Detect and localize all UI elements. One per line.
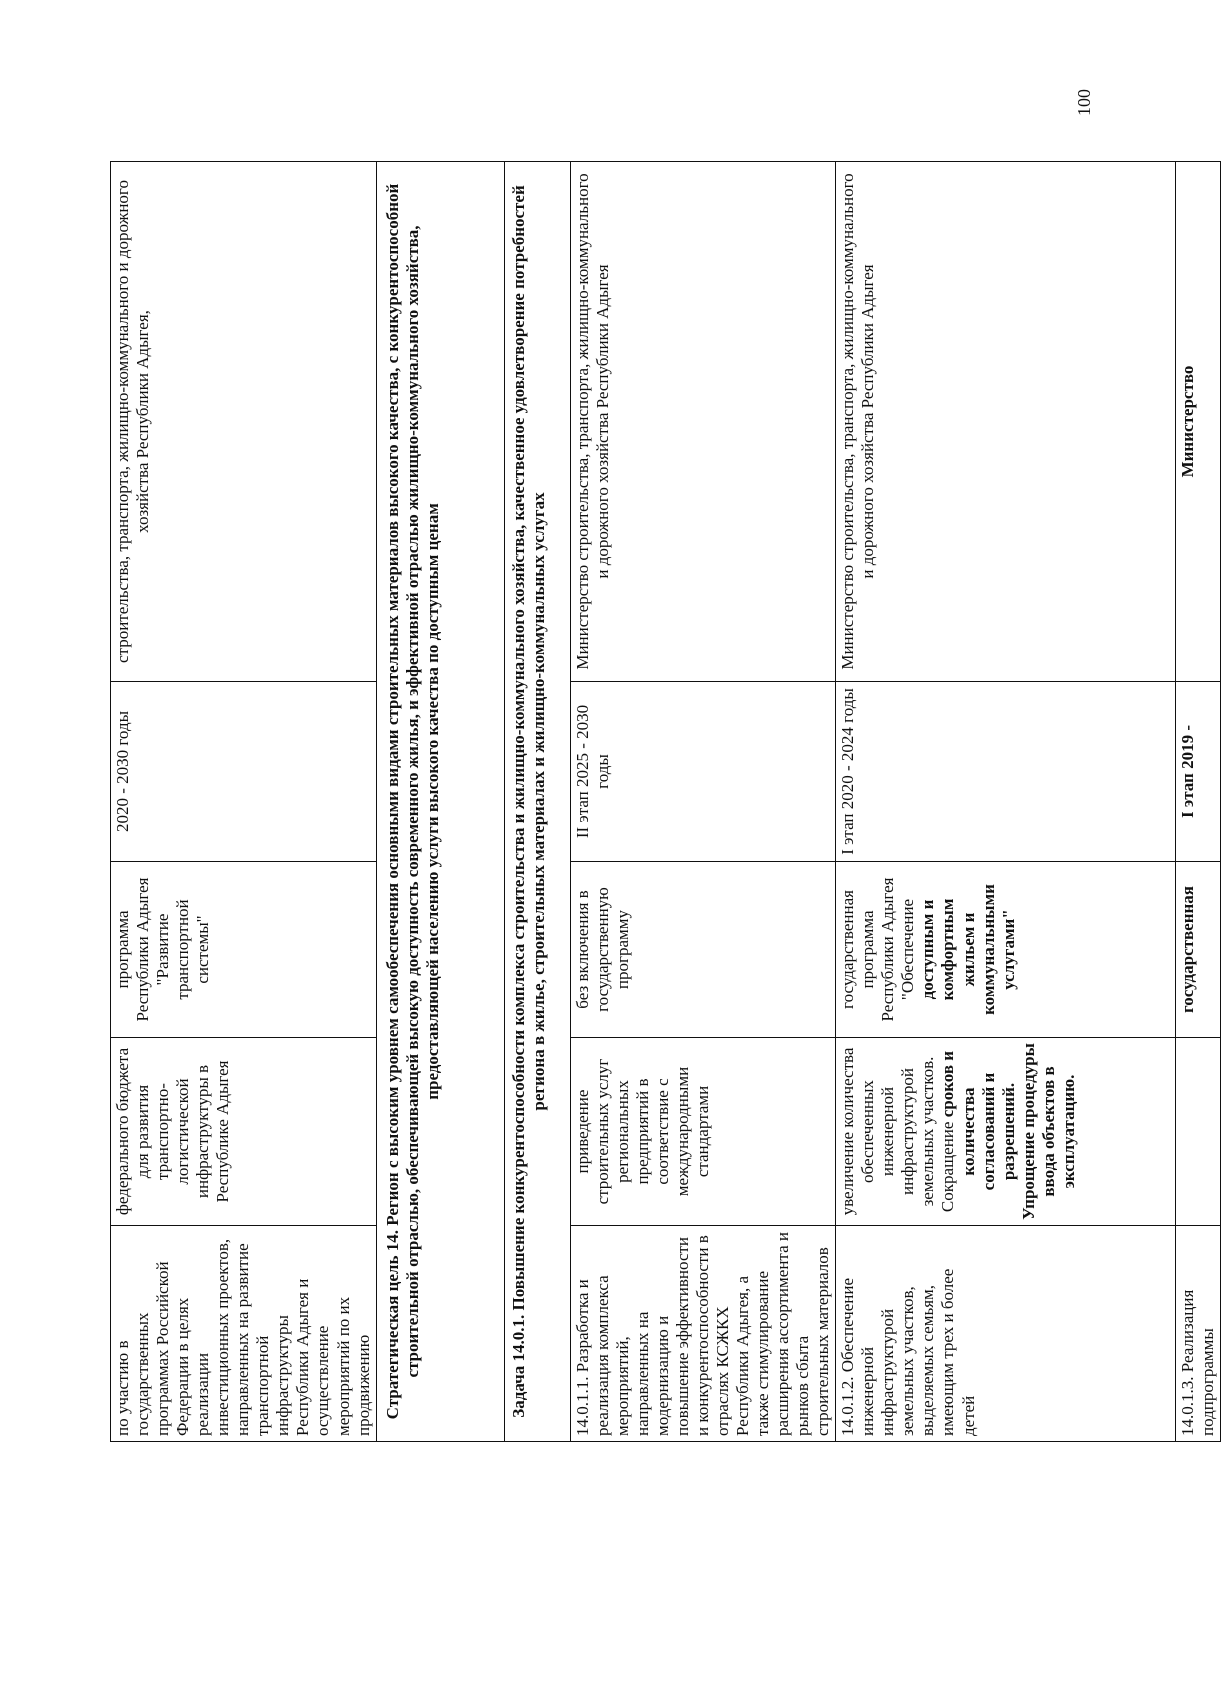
period-cell: 2020 - 2030 годы <box>111 682 377 862</box>
period-cell: II этап 2025 - 2030 годы <box>570 682 836 862</box>
page-number <box>1064 82 1104 122</box>
table-row <box>1176 162 1221 1442</box>
measure-content-cell <box>836 1038 1176 1226</box>
measure-content-cell: приведение строительных услуг региональных предприятий в соответствие с международными стандартами <box>570 1038 836 1226</box>
strategic-goal-row <box>376 162 504 1442</box>
measure-content-cell: федерального бюджета для развития транспортно-логистической инфраструктуры в Республике Адыгея <box>111 1038 377 1226</box>
page-number-text: 100 <box>1073 88 1094 116</box>
program-cell: без включения в государственную программу <box>570 862 836 1038</box>
measure-name-cell: 14.0.1.2. Обеспечение инженерной инфраструктурой земельных участков, выделяемых семьям, имеющим трех и более детей <box>836 1226 1176 1442</box>
program-cell <box>836 862 1176 1038</box>
measures-table-container <box>110 162 1218 1442</box>
program-text: государственная программа Республики Адыгея "Обеспечение <box>838 877 918 1022</box>
program-bold-text: доступным и комфортным жильем и коммунальными услугами" <box>918 884 1018 1015</box>
executor-cell: строительства, транспорта, жилищно-коммунального и дорожного хозяйства Республики Адыгея, <box>111 162 377 682</box>
measure-content-bold-text: сроков и количества согласований и разрешений. Упрощение процедуры ввода объектов в эксплуатацию. <box>938 1043 1078 1220</box>
measure-name-cell: 14.0.1.1. Разработка и реализация комплекса мероприятий, направленных на модернизацию и повышение эффективности и конкурентоспособности в отраслях КСЖКХ Республики Адыгея, а также стимулирование расширения ассортимента и рынков сбыта строительных материалов <box>570 1226 836 1442</box>
table-row <box>570 162 836 1442</box>
rotated-table-frame <box>110 162 1218 1442</box>
program-cell: государственная <box>1176 862 1221 1038</box>
table-row <box>111 162 377 1442</box>
measures-table <box>110 161 1221 1442</box>
period-cell: I этап 2020 - 2024 годы <box>836 682 1176 862</box>
executor-cell: Министерство <box>1176 162 1221 682</box>
executor-cell: Министерство строительства, транспорта, жилищно-коммунального и дорожного хозяйства Республики Адыгея <box>836 162 1176 682</box>
table-row <box>836 162 1176 1442</box>
task-cell: Задача 14.0.1. Повышение конкурентоспособности комплекса строительства и жилищно-коммунального хозяйства, качественное удовлетворение потребностей региона в жилье, строительных материалах и жилищно-коммунальных услугах <box>504 162 570 1442</box>
measure-name-cell: 14.0.1.3. Реализация подпрограммы <box>1176 1226 1221 1442</box>
program-cell: программа Республики Адыгея "Развитие транспортной системы" <box>111 862 377 1038</box>
measure-content-cell <box>1176 1038 1221 1226</box>
measure-content-text: увеличение количества обеспеченных инженерной инфраструктурой земельных участков. Сокращение <box>838 1047 958 1216</box>
executor-cell: Министерство строительства, транспорта, жилищно-коммунального и дорожного хозяйства Республики Адыгея <box>570 162 836 682</box>
strategic-goal-cell: Стратегическая цель 14. Регион с высоким уровнем самообеспечения основными видами строительных материалов высокого качества, с конкурентоспособной строительной отраслью, обеспечивающей высокую доступность современного жилья, и эффективной отраслью жилищно-коммунального хозяйства, предоставляющей населению услуги высокого качества по доступным ценам <box>376 162 504 1442</box>
measure-name-cell: по участию в государственных программах Российской Федерации в целях реализации инвестиционных проектов, направленных на развитие транспортной инфраструктуры Республики Адыгея и осуществление мероприятий по их продвижению <box>111 1226 377 1442</box>
task-row <box>504 162 570 1442</box>
period-cell: I этап 2019 - <box>1176 682 1221 862</box>
